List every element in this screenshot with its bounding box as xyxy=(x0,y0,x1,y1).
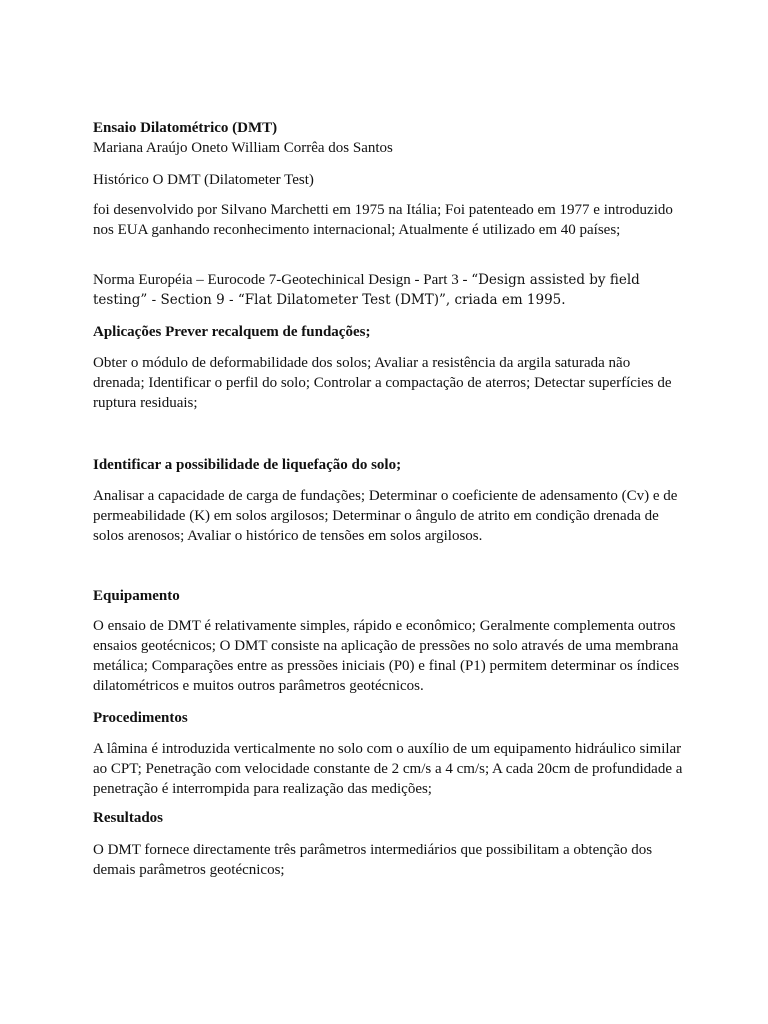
authors: Mariana Araújo Oneto William Corrêa dos Santos xyxy=(93,140,393,156)
procedimentos-paragraph: A lâmina é introduzida verticalmente no solo com o auxílio de um equipamento hidráulico similar ao CPT; Penetração com velocidade constante de 2 cm/s a 4 cm/s; A cada 20cm de profundidade a penetração é interrompida para realização das medições; xyxy=(93,741,683,797)
liquefacao-paragraph: Analisar a capacidade de carga de fundações; Determinar o coeficiente de adensamento (Cv) e de permeabilidade (K) em solos argilosos; Determinar o ângulo de atrito em condição drenada de solos arenosos; Avaliar o histórico de tensões em solos argilosos. xyxy=(93,488,678,544)
historico-paragraph: foi desenvolvido por Silvano Marchetti em 1975 na Itália; Foi patenteado em 1977 e introduzido nos EUA ganhando reconhecimento internacional; Atualmente é utilizado em 40 países; xyxy=(93,202,673,238)
norma-text: Norma Européia – Eurocode 7-Geotechinical Design - Part 3 - xyxy=(93,272,472,288)
equipamento-heading: Equipamento xyxy=(93,588,180,604)
historico-line: Histórico O DMT (Dilatometer Test) xyxy=(93,172,314,188)
resultados-paragraph: O DMT fornece directamente três parâmetros intermediários que possibilitam a obtenção dos demais parâmetros geotécnicos; xyxy=(93,842,653,878)
procedimentos-heading: Procedimentos xyxy=(93,710,188,726)
equipamento-paragraph: O ensaio de DMT é relativamente simples, rápido e econômico; Geralmente complementa outros ensaios geotécnicos; O DMT consiste na aplicação de pressões no solo através de uma membrana metálica; Comparações entre as pressões iniciais (P0) e final (P1) permitem determinar os índices dilatométricos e muitos outros parâmetros geotécnicos. xyxy=(93,618,680,694)
aplicacoes-heading: Aplicações Prever recalquem de fundações; xyxy=(93,324,371,340)
liquefacao-heading: Identificar a possibilidade de liquefação do solo; xyxy=(93,457,402,473)
norma-paragraph xyxy=(93,270,683,310)
resultados-heading: Resultados xyxy=(93,810,164,826)
document-title: Ensaio Dilatométrico (DMT) xyxy=(93,120,278,136)
norma-text-alt-font: “Design assisted by field testing” - Section 9 - “Flat Dilatometer Test (DMT)”, criada em 1995. xyxy=(93,272,640,308)
aplicacoes-paragraph: Obter o módulo de deformabilidade dos solos; Avaliar a resistência da argila saturada não drenada; Identificar o perfil do solo; Controlar a compactação de aterros; Detectar superfícies de ruptura residuais; xyxy=(93,355,672,411)
